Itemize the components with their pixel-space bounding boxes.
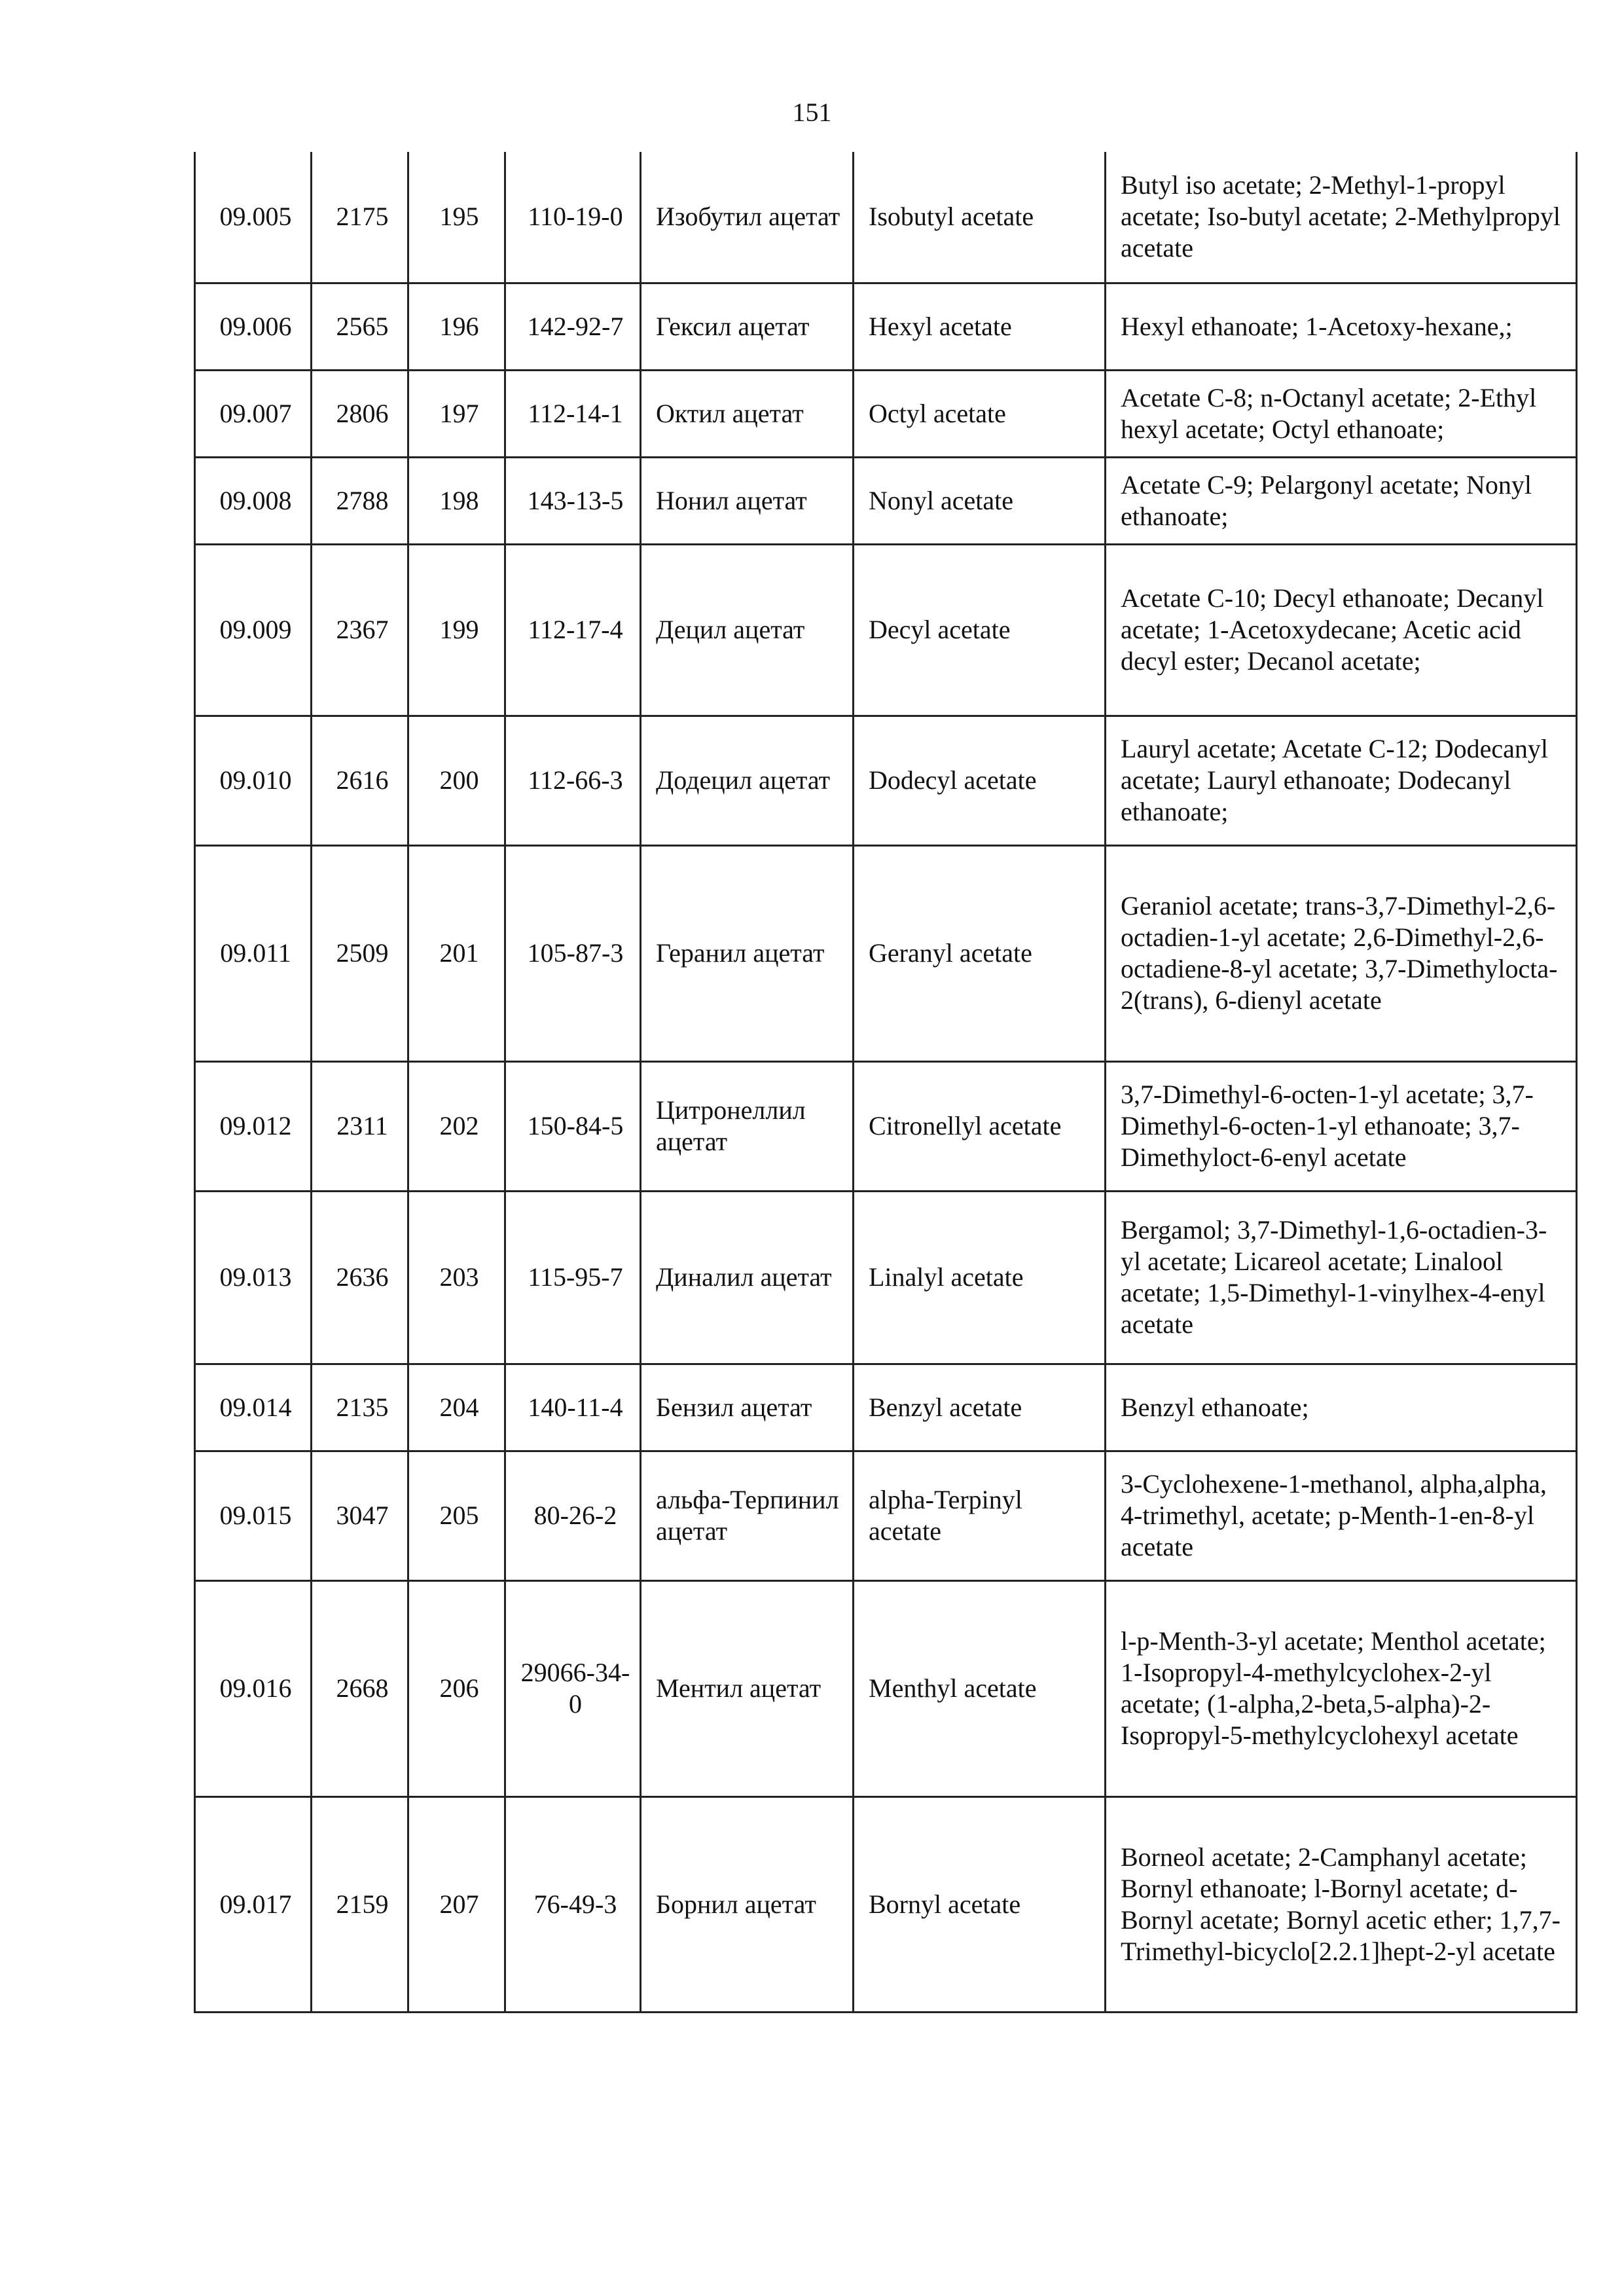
jecfa-number-cell: 207 — [408, 1796, 505, 2012]
synonyms-cell: l-p-Menth-3-yl acetate; Menthol acetate; 1-Isopropyl-4-methylcyclohex-2-yl acetate; (1-alpha,2-beta,5-alpha)-2-Isopropyl-5-methylcyclohexyl acetate — [1106, 1580, 1577, 1796]
english-name-cell: Hexyl acetate — [854, 283, 1106, 370]
fl-number-cell: 09.015 — [195, 1451, 312, 1580]
cas-number-cell: 110-19-0 — [505, 152, 641, 283]
table-row — [195, 1191, 1577, 1364]
cas-number-cell: 142-92-7 — [505, 283, 641, 370]
english-name-cell: Benzyl acetate — [854, 1364, 1106, 1451]
fema-number-cell: 2509 — [312, 845, 408, 1061]
fl-number-cell: 09.013 — [195, 1191, 312, 1364]
english-name-cell: Linalyl acetate — [854, 1191, 1106, 1364]
russian-name-cell: Диналил ацетат — [641, 1191, 854, 1364]
jecfa-number-cell: 196 — [408, 283, 505, 370]
russian-name-cell: Цитронеллил ацетат — [641, 1061, 854, 1191]
russian-name-cell: Геранил ацетат — [641, 845, 854, 1061]
fl-number-cell: 09.017 — [195, 1796, 312, 2012]
fl-number-cell: 09.014 — [195, 1364, 312, 1451]
russian-name-cell: Борнил ацетат — [641, 1796, 854, 2012]
table-row — [195, 716, 1577, 845]
english-name-cell: Decyl acetate — [854, 544, 1106, 716]
table-row — [195, 1061, 1577, 1191]
jecfa-number-cell: 205 — [408, 1451, 505, 1580]
jecfa-number-cell: 201 — [408, 845, 505, 1061]
jecfa-number-cell: 203 — [408, 1191, 505, 1364]
synonyms-cell: 3-Cyclohexene-1-methanol, alpha,alpha, 4-trimethyl, acetate; p-Menth-1-en-8-yl acetate — [1106, 1451, 1577, 1580]
fema-number-cell: 2367 — [312, 544, 408, 716]
synonyms-cell: 3,7-Dimethyl-6-octen-1-yl acetate; 3,7-Dimethyl-6-octen-1-yl ethanoate; 3,7-Dimethyloct-6-enyl acetate — [1106, 1061, 1577, 1191]
russian-name-cell: Нонил ацетат — [641, 457, 854, 544]
fl-number-cell: 09.005 — [195, 152, 312, 283]
fema-number-cell: 2636 — [312, 1191, 408, 1364]
synonyms-cell: Hexyl ethanoate; 1-Acetoxy-hexane,; — [1106, 283, 1577, 370]
fema-number-cell: 2159 — [312, 1796, 408, 2012]
russian-name-cell: Додецил ацетат — [641, 716, 854, 845]
cas-number-cell: 29066-34-0 — [505, 1580, 641, 1796]
fl-number-cell: 09.007 — [195, 370, 312, 457]
table-row — [195, 845, 1577, 1061]
english-name-cell: Isobutyl acetate — [854, 152, 1106, 283]
synonyms-cell: Geraniol acetate; trans-3,7-Dimethyl-2,6-octadien-1-yl acetate; 2,6-Dimethyl-2,6-octadiene-8-yl acetate; 3,7-Dimethylocta-2(trans), 6-dienyl acetate — [1106, 845, 1577, 1061]
english-name-cell: Nonyl acetate — [854, 457, 1106, 544]
fema-number-cell: 2311 — [312, 1061, 408, 1191]
russian-name-cell: Бензил ацетат — [641, 1364, 854, 1451]
fema-number-cell: 2565 — [312, 283, 408, 370]
synonyms-cell: Acetate C-9; Pelargonyl acetate; Nonyl ethanoate; — [1106, 457, 1577, 544]
jecfa-number-cell: 202 — [408, 1061, 505, 1191]
fl-number-cell: 09.016 — [195, 1580, 312, 1796]
russian-name-cell: Децил ацетат — [641, 544, 854, 716]
page-number: 151 — [792, 98, 832, 127]
cas-number-cell: 140-11-4 — [505, 1364, 641, 1451]
jecfa-number-cell: 206 — [408, 1580, 505, 1796]
synonyms-cell: Borneol acetate; 2-Camphanyl acetate; Bornyl ethanoate; l-Bornyl acetate; d-Bornyl acetate; Bornyl acetic ether; 1,7,7-Trimethyl-bicyclo[2.2.1]hept-2-yl acetate — [1106, 1796, 1577, 2012]
synonyms-cell: Benzyl ethanoate; — [1106, 1364, 1577, 1451]
jecfa-number-cell: 198 — [408, 457, 505, 544]
synonyms-cell: Lauryl acetate; Acetate C-12; Dodecanyl acetate; Lauryl ethanoate; Dodecanyl ethanoate; — [1106, 716, 1577, 845]
fema-number-cell: 2668 — [312, 1580, 408, 1796]
fl-number-cell: 09.012 — [195, 1061, 312, 1191]
english-name-cell: alpha-Terpinyl acetate — [854, 1451, 1106, 1580]
russian-name-cell: альфа-Терпинил ацетат — [641, 1451, 854, 1580]
jecfa-number-cell: 195 — [408, 152, 505, 283]
cas-number-cell: 143-13-5 — [505, 457, 641, 544]
table-row — [195, 370, 1577, 457]
russian-name-cell: Гексил ацетат — [641, 283, 854, 370]
english-name-cell: Dodecyl acetate — [854, 716, 1106, 845]
cas-number-cell: 76-49-3 — [505, 1796, 641, 2012]
fl-number-cell: 09.008 — [195, 457, 312, 544]
fema-number-cell: 2806 — [312, 370, 408, 457]
table-row — [195, 544, 1577, 716]
fl-number-cell: 09.010 — [195, 716, 312, 845]
jecfa-number-cell: 197 — [408, 370, 505, 457]
synonyms-cell: Butyl iso acetate; 2-Methyl-1-propyl acetate; Iso-butyl acetate; 2-Methylpropyl acetate — [1106, 152, 1577, 283]
fema-number-cell: 2616 — [312, 716, 408, 845]
english-name-cell: Bornyl acetate — [854, 1796, 1106, 2012]
jecfa-number-cell: 199 — [408, 544, 505, 716]
russian-name-cell: Ментил ацетат — [641, 1580, 854, 1796]
russian-name-cell: Октил ацетат — [641, 370, 854, 457]
fl-number-cell: 09.006 — [195, 283, 312, 370]
table-row — [195, 1796, 1577, 2012]
cas-number-cell: 112-66-3 — [505, 716, 641, 845]
table-row — [195, 1451, 1577, 1580]
cas-number-cell: 80-26-2 — [505, 1451, 641, 1580]
synonyms-cell: Bergamol; 3,7-Dimethyl-1,6-octadien-3-yl acetate; Licareol acetate; Linalool acetate; 1,5-Dimethyl-1-vinylhex-4-enyl acetate — [1106, 1191, 1577, 1364]
fema-number-cell: 2175 — [312, 152, 408, 283]
cas-number-cell: 150-84-5 — [505, 1061, 641, 1191]
synonyms-cell: Acetate C-8; n-Octanyl acetate; 2-Ethyl hexyl acetate; Octyl ethanoate; — [1106, 370, 1577, 457]
table-row — [195, 283, 1577, 370]
fema-number-cell: 2788 — [312, 457, 408, 544]
fl-number-cell: 09.009 — [195, 544, 312, 716]
english-name-cell: Octyl acetate — [854, 370, 1106, 457]
english-name-cell: Citronellyl acetate — [854, 1061, 1106, 1191]
table-row — [195, 457, 1577, 544]
fema-number-cell: 2135 — [312, 1364, 408, 1451]
flavouring-substances-table — [194, 152, 1578, 2013]
jecfa-number-cell: 200 — [408, 716, 505, 845]
cas-number-cell: 112-17-4 — [505, 544, 641, 716]
english-name-cell: Geranyl acetate — [854, 845, 1106, 1061]
fl-number-cell: 09.011 — [195, 845, 312, 1061]
english-name-cell: Menthyl acetate — [854, 1580, 1106, 1796]
table-row — [195, 1580, 1577, 1796]
jecfa-number-cell: 204 — [408, 1364, 505, 1451]
cas-number-cell: 115-95-7 — [505, 1191, 641, 1364]
table-row — [195, 1364, 1577, 1451]
table-row — [195, 152, 1577, 283]
cas-number-cell: 112-14-1 — [505, 370, 641, 457]
fema-number-cell: 3047 — [312, 1451, 408, 1580]
cas-number-cell: 105-87-3 — [505, 845, 641, 1061]
russian-name-cell: Изобутил ацетат — [641, 152, 854, 283]
synonyms-cell: Acetate C-10; Decyl ethanoate; Decanyl acetate; 1-Acetoxydecane; Acetic acid decyl ester; Decanol acetate; — [1106, 544, 1577, 716]
